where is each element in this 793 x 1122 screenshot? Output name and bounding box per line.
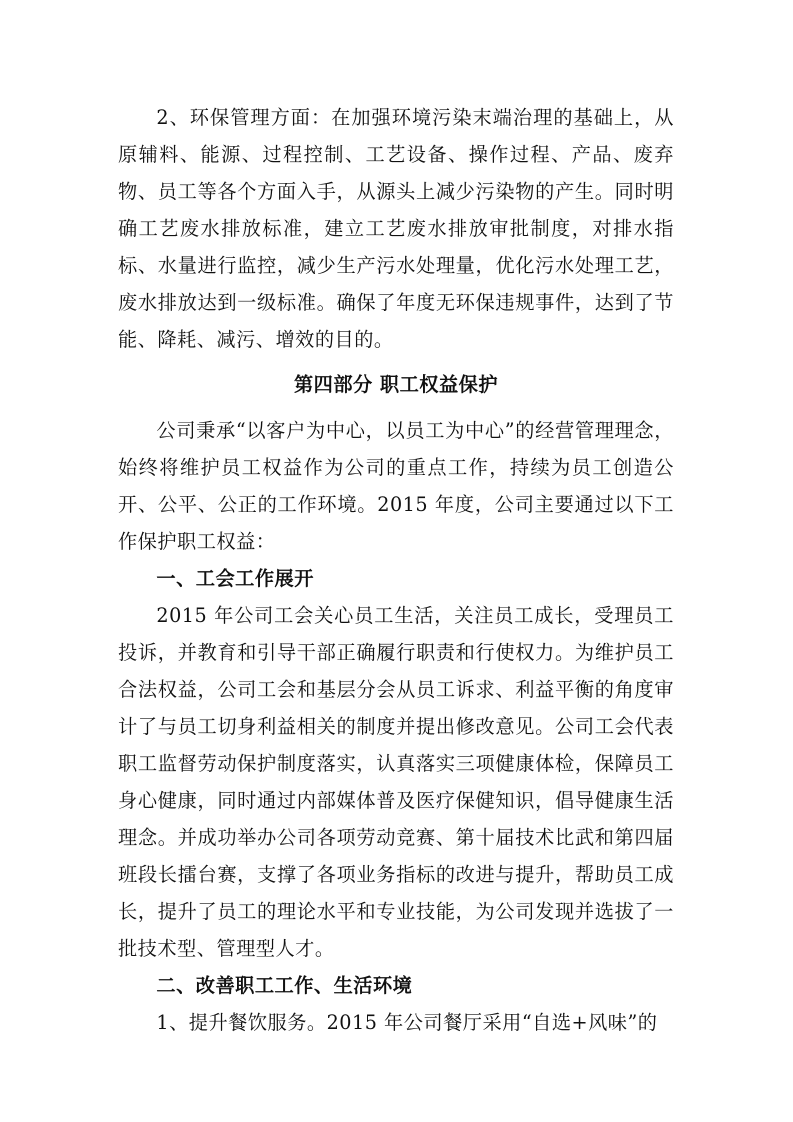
environmental-management-paragraph: 2、环保管理方面：在加强环境污染末端治理的基础上，从原辅料、能源、过程控制、工艺设备、操作过程、产品、废弃物、员工等各个方面入手，从源头上减少污染物的产生。同时明确工艺废水排放标准，建立工艺废水排放审批制度，对排水指标、水量进行监控，减少生产污水处理量，优化污水处理工艺，废水排放达到一级标准。确保了年度无环保违规事件，达到了节能、降耗、减污、增效的目的。 bbox=[118, 106, 674, 351]
intro-paragraph: 公司秉承“以客户为中心，以员工为中心”的经营管理理念，始终将维护员工权益作为公司的重点工作，持续为员工创造公开、公平、公正的工作环境。2015 年度，公司主要通过以下工作保护职工权益： bbox=[118, 419, 674, 553]
work-environment-heading: 二、改善职工工作、生活环境 bbox=[156, 974, 413, 997]
document-page bbox=[118, 99, 674, 1041]
union-work-paragraph: 2015 年公司工会关心员工生活，关注员工成长，受理员工投诉，并教育和引导干部正确履行职责和行使权力。为维护员工合法权益，公司工会和基层分会从员工诉求、利益平衡的角度审计了与员工切身利益相关的制度并提出修改意见。公司工会代表职工监督劳动保护制度落实，认真落实三项健康体检，保障员工身心健康，同时通过内部媒体普及医疗保健知识，倡导健康生活理念。并成功举办公司各项劳动竞赛、第十届技术比武和第四届班段长擂台赛，支撑了各项业务指标的改进与提升，帮助员工成长，提升了员工的理论水平和专业技能，为公司发现并选拔了一批技术型、管理型人才。 bbox=[118, 604, 674, 960]
catering-service-paragraph: 1、提升餐饮服务。2015 年公司餐厅采用“自选+风味”的 bbox=[156, 1011, 658, 1034]
union-work-heading: 一、工会工作展开 bbox=[156, 567, 314, 590]
part-four-title: 第四部分 职工权益保护 bbox=[293, 373, 499, 396]
